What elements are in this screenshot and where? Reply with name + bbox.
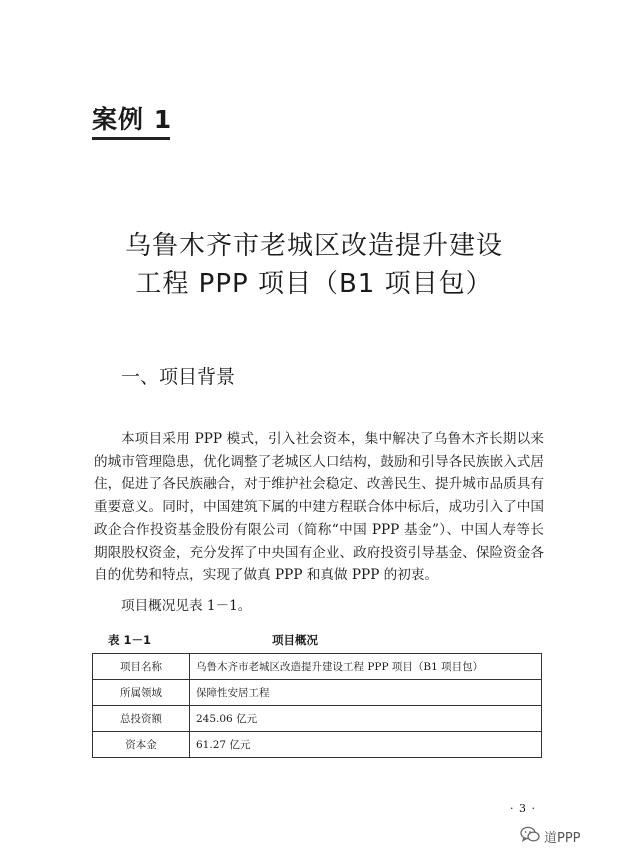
watermark-text: 道PPP <box>544 831 581 846</box>
table-row <box>93 680 542 706</box>
row-value: 245.06 亿元 <box>190 706 542 732</box>
case-heading: 案例 1 <box>92 105 173 134</box>
table-row <box>93 654 542 680</box>
row-value: 保障性安居工程 <box>190 680 542 706</box>
wechat-icon <box>520 826 540 847</box>
watermark <box>520 826 581 847</box>
page-number: · 3 · <box>510 802 536 815</box>
table-number: 表 1－1 <box>108 633 152 647</box>
heading-underline <box>92 137 170 140</box>
row-label: 资本金 <box>93 732 190 758</box>
project-overview-table <box>92 653 542 758</box>
row-label: 项目名称 <box>93 654 190 680</box>
section-heading: 一、项目背景 <box>121 366 236 388</box>
row-value: 61.27 亿元 <box>190 732 542 758</box>
table-row <box>93 706 542 732</box>
body-paragraph: 本项目采用 PPP 模式，引入社会资本，集中解决了乌鲁木齐长期以来的城市管理隐患，优化调整了老城区人口结构，鼓励和引导各民族嵌入式居住，促进了各民族融合，对于维护社会稳定、改善民生、提升城市品质具有重要意义。同时，中国建筑下属的中建方程联合体中标后，成功引入了中国政企合作投资基金股份有限公司（简称“中国 PPP 基金”）、中国人寿等长期限股权资金，充分发挥了中央国有企业、政府投资引导基金、保险资金各自的优势和特点，实现了做真 PPP 和真做 PPP 的初衷。 <box>94 431 544 584</box>
page-title-line-2: 工程 PPP 项目（B1 项目包） <box>135 269 493 299</box>
table-caption: 项目概况 <box>272 633 318 647</box>
row-label: 所属领域 <box>93 680 190 706</box>
row-value: 乌鲁木齐市老城区改造提升建设工程 PPP 项目（B1 项目包） <box>190 654 542 680</box>
table-reference-text: 项目概况见表 1－1。 <box>121 598 252 614</box>
table-row <box>93 732 542 758</box>
page-title-line-1: 乌鲁木齐市老城区改造提升建设 <box>124 231 503 261</box>
row-label: 总投资额 <box>93 706 190 732</box>
